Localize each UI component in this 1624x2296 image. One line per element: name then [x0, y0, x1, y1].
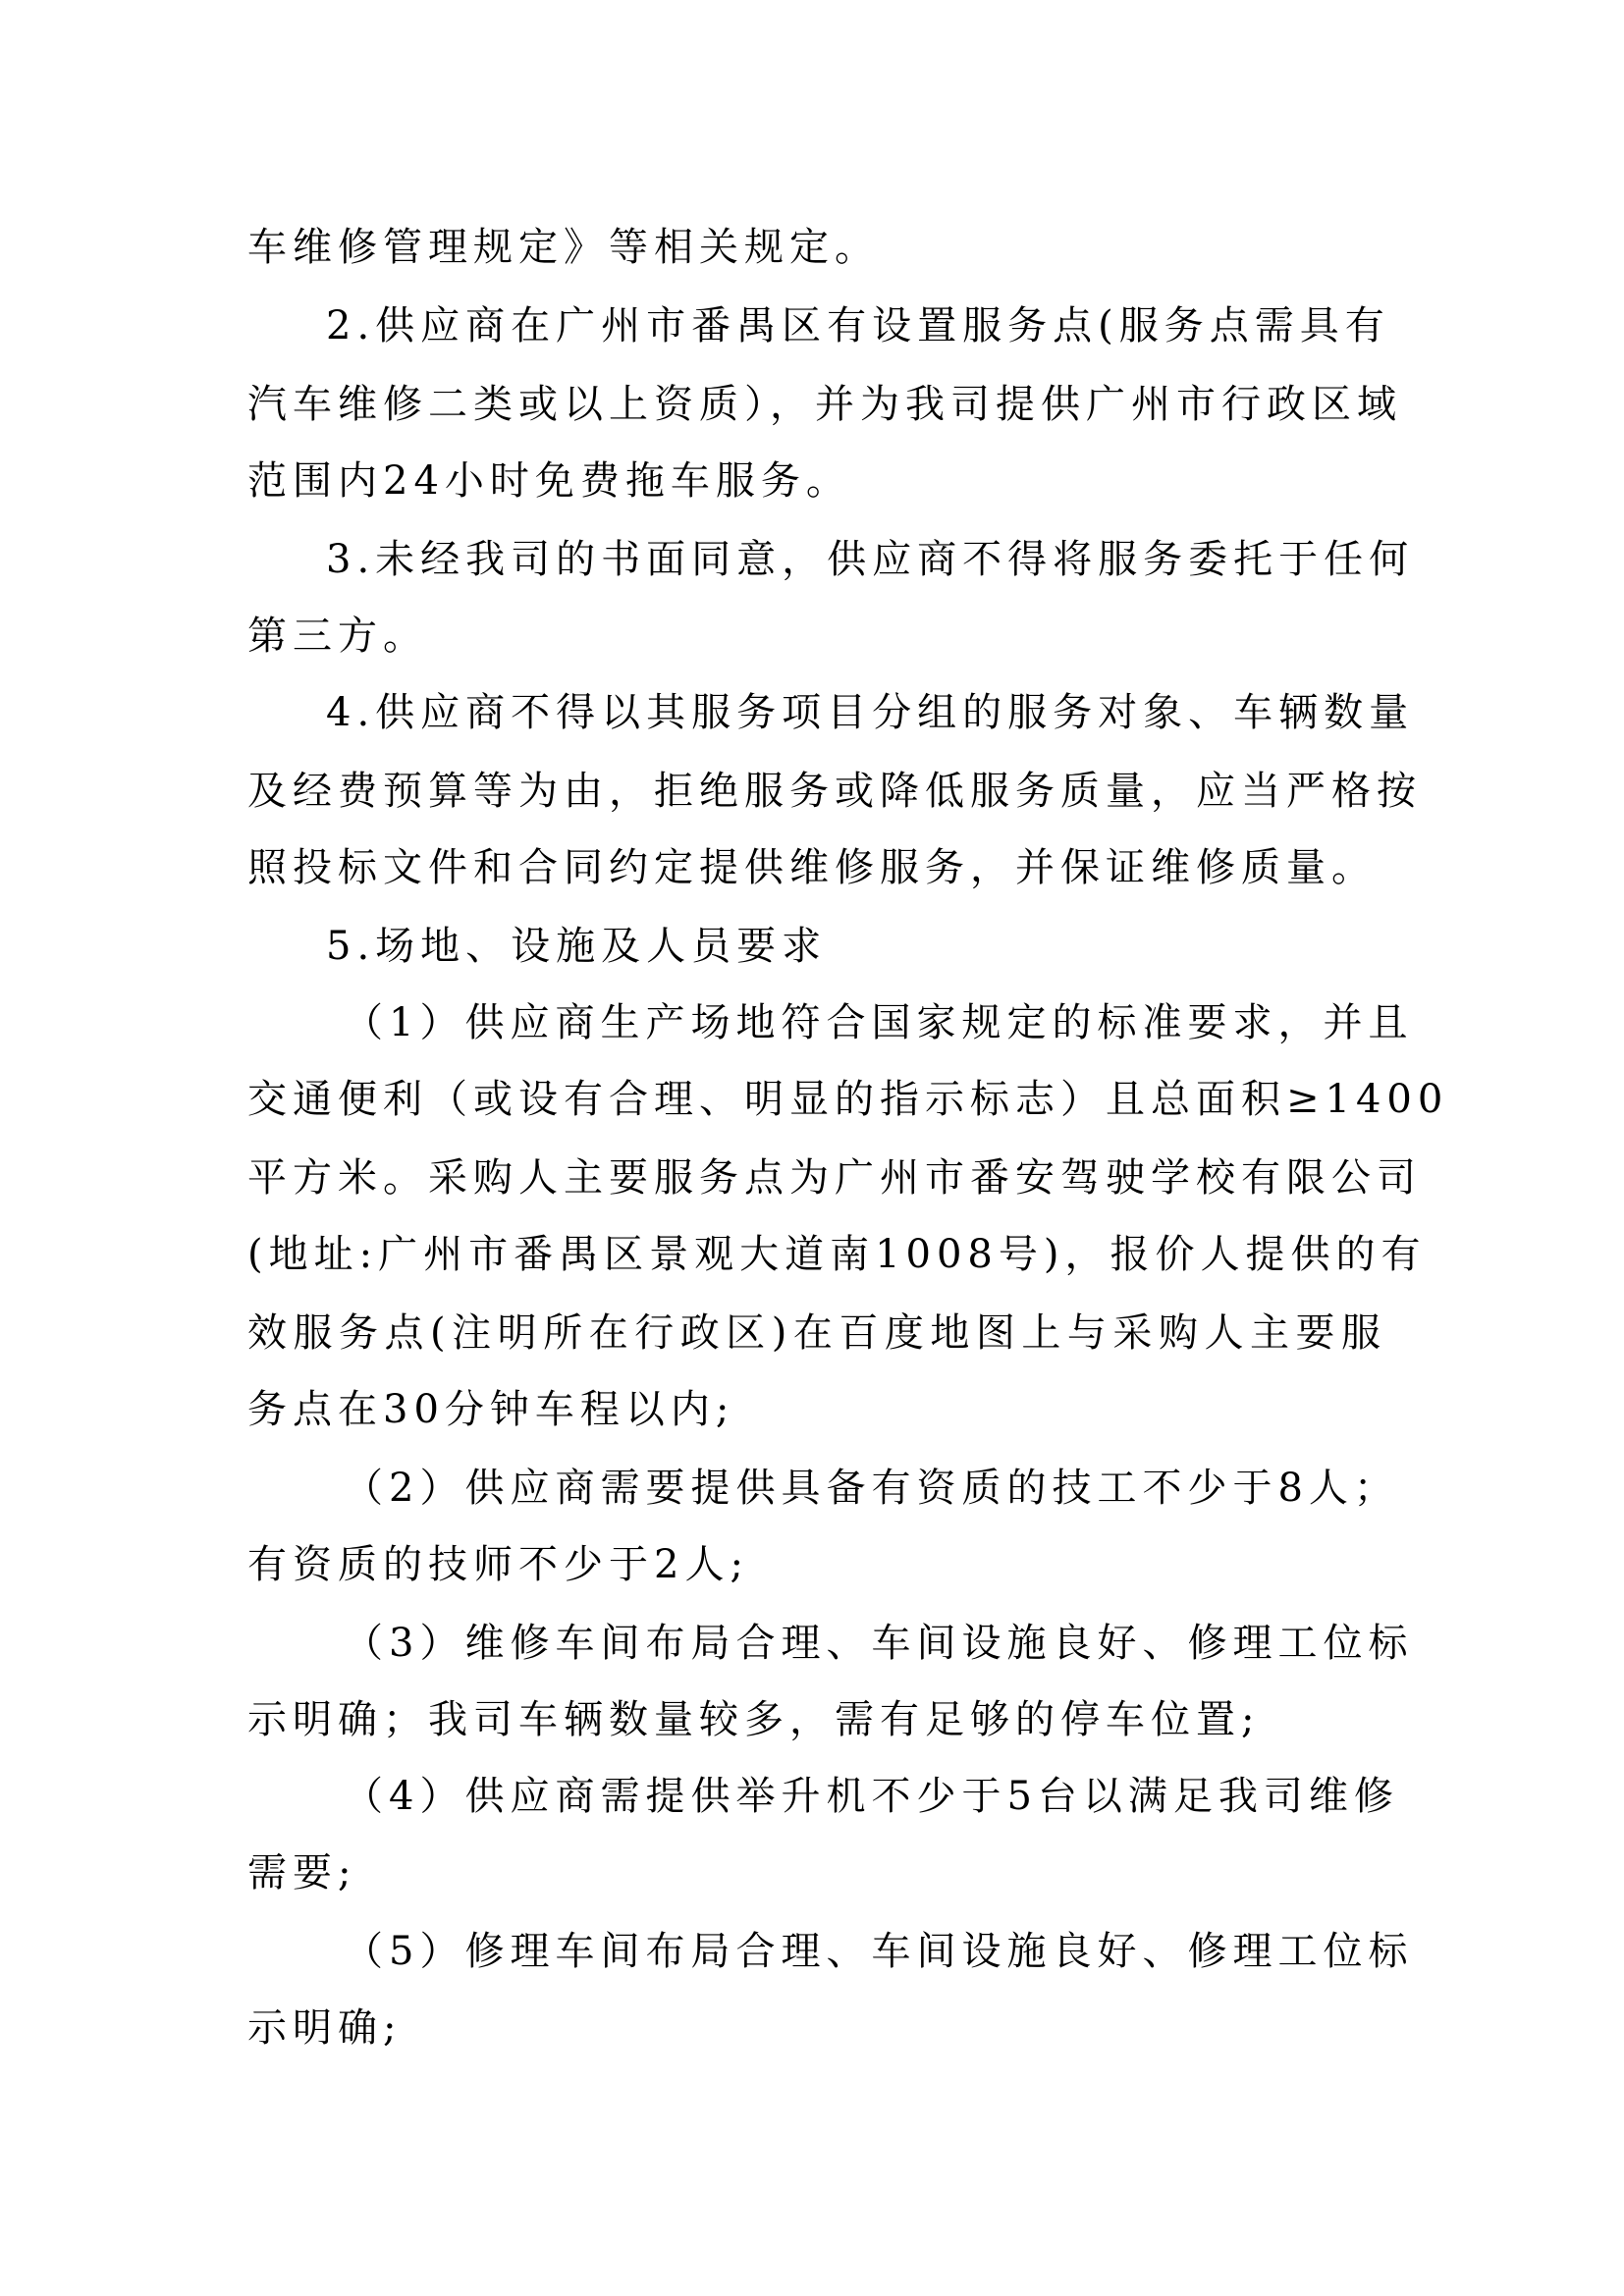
text-line: 3.未经我司的书面同意，供应商不得将服务委托于任何 [326, 537, 1415, 582]
text-line: 效服务点(注明所在行政区)在百度地图上与采购人主要服 [247, 1310, 1386, 1356]
text-line: 及经费预算等为由，拒绝服务或降低服务质量，应当严格按 [247, 769, 1422, 814]
text-line: 有资质的技师不少于2人; [247, 1542, 749, 1587]
text-line: (地址:广州市番禺区景观大道南1008号)，报价人提供的有 [247, 1232, 1427, 1277]
text-line: 2.供应商在广州市番禺区有设置服务点(服务点需具有 [326, 303, 1390, 348]
text-line: 务点在30分钟车程以内; [247, 1387, 735, 1432]
text-line: （1）供应商生产场地符合国家规定的标准要求，并且 [344, 1000, 1414, 1045]
text-line: （5）修理车间布局合理、车间设施良好、修理工位标 [344, 1929, 1414, 1974]
section-heading: 5.场地、设施及人员要求 [326, 924, 828, 969]
text-line: （2）供应商需要提供具备有资质的技工不少于8人； [344, 1466, 1399, 1511]
text-line: 4.供应商不得以其服务项目分组的服务对象、车辆数量 [326, 690, 1415, 735]
text-line: （4）供应商需提供举升机不少于5台以满足我司维修 [344, 1774, 1399, 1819]
text-line: 范围内24小时免费拖车服务。 [247, 458, 851, 504]
text-line: 示明确；我司车辆数量较多，需有足够的停车位置; [247, 1697, 1261, 1742]
text-line: 需要; [247, 1850, 357, 1896]
text-line: 第三方。 [247, 614, 428, 659]
text-line: 照投标文件和合同约定提供维修服务，并保证维修质量。 [247, 845, 1377, 890]
text-line: 平方米。采购人主要服务点为广州市番安驾驶学校有限公司 [247, 1155, 1422, 1201]
text-line: （3）维修车间布局合理、车间设施良好、修理工位标 [344, 1621, 1414, 1666]
text-line: 交通便利（或设有合理、明显的指示标志）且总面积≥1400 [247, 1077, 1449, 1122]
text-line: 汽车维修二类或以上资质），并为我司提供广州市行政区域 [247, 382, 1402, 427]
text-line: 示明确; [247, 2005, 403, 2051]
text-line: 车维修管理规定》等相关规定。 [247, 225, 880, 270]
